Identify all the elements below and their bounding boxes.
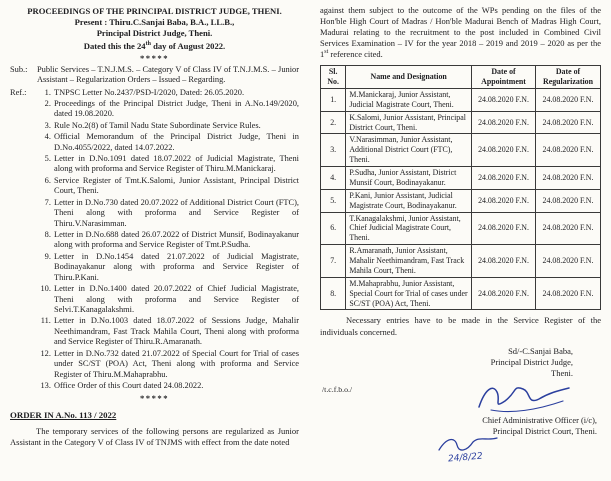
entries-paragraph: Necessary entries have to be made in the Service Register of the individuals concerned.: [320, 315, 601, 337]
reference-label: Ref.:: [10, 87, 27, 97]
cell-date-regularization: 24.08.2020 F.N.: [535, 134, 600, 167]
cell-name-designation: V.Narasimman, Junior Assistant, Additional District Court (FTC), Theni.: [346, 134, 472, 167]
cell-date-regularization: 24.08.2020 F.N.: [535, 212, 600, 245]
ref-item: 5. Letter in D.No.1091 dated 18.07.2022 of Judicial Magistrate, Theni along with proforma and Service Register of Thiru.M.Manickaraj.: [53, 154, 299, 175]
table-row: [321, 111, 601, 134]
cell-date-regularization: 24.08.2020 F.N.: [535, 277, 600, 310]
page-title: PROCEEDINGS OF THE PRINCIPAL DISTRICT JUDGE, THENI.: [27, 6, 282, 16]
continuation-post: reference cited.: [328, 49, 383, 60]
dated-ordinal-suffix: th: [145, 40, 151, 47]
table-row: [321, 245, 601, 278]
col-header-date-regularization: Date of Regularization: [535, 66, 600, 89]
cell-name-designation: M.Mahaprabhu, Junior Assistant, Special Court for Trial of cases under SC/ST (POA) Act, Theni.: [346, 277, 472, 310]
signature-area: [320, 381, 601, 471]
subject-block: [10, 65, 299, 86]
cell-name-designation: M.Manickaraj, Junior Assistant, Judicial Magistrate Court, Theni.: [346, 88, 472, 111]
dated-pre: Dated this the 24: [83, 40, 146, 51]
cell-date-appointment: 24.08.2020 F.N.: [472, 134, 536, 167]
cell-sl-no: 7.: [321, 245, 346, 278]
cell-date-appointment: 24.08.2020 F.N.: [472, 245, 536, 278]
subject-label: Sub.:: [10, 64, 28, 74]
signature-ink-cao: [471, 379, 575, 417]
sd-signature-block: [320, 346, 601, 380]
ref-item: 1. TNPSC Letter No.2437/PSD-I/2020, Dated: 26.05.2020.: [53, 88, 299, 98]
cao-title-line: Chief Administrative Officer (i/c),: [482, 416, 597, 426]
right-column: [308, 0, 611, 481]
continuation-ordinal-suffix: st: [324, 49, 329, 56]
cell-name-designation: P.Sudha, Junior Assistant, District Munsif Court, Bodinayakanur.: [346, 167, 472, 190]
cell-sl-no: 5.: [321, 189, 346, 212]
sd-title-line: Principal District Judge,: [490, 356, 573, 367]
ref-item: 7. Letter in D.No.730 dated 20.07.2022 of Additional District Court (FTC), Theni along with proforma and Service Register of Thiru.V.Narasimman.: [53, 198, 299, 229]
reference-list: [37, 88, 299, 392]
cell-date-appointment: 24.08.2020 F.N.: [472, 111, 536, 134]
cell-name-designation: R.Amaranath, Junior Assistant, Mahalir Neethimandram, Fast Track Mahila Court, Theni.: [346, 245, 472, 278]
cell-date-regularization: 24.08.2020 F.N.: [535, 245, 600, 278]
table-row: [321, 212, 601, 245]
cell-sl-no: 3.: [321, 134, 346, 167]
table-row: [321, 167, 601, 190]
cao-office-line: Principal District Court, Theni.: [492, 427, 597, 437]
cell-date-regularization: 24.08.2020 F.N.: [535, 189, 600, 212]
table-header-row: [321, 66, 601, 89]
cell-date-appointment: 24.08.2020 F.N.: [472, 167, 536, 190]
cell-name-designation: T.Kanagalakshmi, Junior Assistant, Chief Judicial Magistrate Court, Theni.: [346, 212, 472, 245]
continuation-pre: against them subject to the outcome of the WPs pending on the files of the Hon'ble High Court of Madras / Hon'ble Madurai Bench of Madras High Court, Madurai relating to the recruitment to the post included in Combined Civil Services Examination – IV for the year 2018 – 2019 and 2019 – 2020 as per the 1: [320, 5, 601, 60]
order-paragraph: The temporary services of the following persons are regularized as Junior Assistant in the Category V of Class IV of TNJMS with effect from the date noted: [10, 426, 299, 448]
col-header-name-designation: Name and Designation: [346, 66, 472, 89]
col-header-date-appointment: Date of Appointment: [472, 66, 536, 89]
dated-post: day of August 2022.: [150, 40, 226, 51]
table-row: [321, 189, 601, 212]
cell-date-regularization: 24.08.2020 F.N.: [535, 88, 600, 111]
cell-sl-no: 2.: [321, 111, 346, 134]
ref-item: 2. Proceedings of the Principal District Judge, Theni in A.No.149/2020, dated 19.08.2020.: [53, 99, 299, 120]
present-title-line: Principal District Judge, Theni.: [96, 28, 213, 39]
regularization-table: [320, 65, 601, 310]
cell-sl-no: 8.: [321, 277, 346, 310]
cell-date-appointment: 24.08.2020 F.N.: [472, 277, 536, 310]
sd-place-line: Theni.: [551, 368, 573, 379]
sd-name-line: Sd/-C.Sanjai Baba,: [508, 345, 573, 356]
ref-item: 3. Rule No.2(8) of Tamil Nadu State Subordinate Service Rules.: [53, 121, 299, 131]
cell-name-designation: P.Kani, Junior Assistant, Judicial Magistrate Court, Bodinayakanur.: [346, 189, 472, 212]
present-line: Present : Thiru.C.Sanjai Baba, B.A., LL.B.,: [74, 17, 235, 28]
ref-item: 12. Letter in D.No.732 dated 21.07.2022 of Special Court for Trial of cases under SC/ST (POA) Act, Theni along with proforma and Service Register of Thiru.M.Mahaprabhu.: [53, 349, 299, 380]
order-heading: ORDER IN A.No. 113 / 2022: [10, 410, 117, 421]
cell-date-appointment: 24.08.2020 F.N.: [472, 212, 536, 245]
table-row: [321, 134, 601, 167]
cell-sl-no: 6.: [321, 212, 346, 245]
separator-stars: *****: [140, 52, 169, 63]
ref-item: 11. Letter in D.No.1003 dated 18.07.2022 of Sessions Judge, Mahalir Neethimandram, Fast Track Mahila Court, Theni along with proforma and Service Register of Thiru.R.Amaranath.: [53, 316, 299, 347]
tcfbo-note: /t.c.f.b.o./: [322, 385, 353, 395]
table-row: [321, 88, 601, 111]
dated-line: [10, 41, 299, 52]
cell-sl-no: 1.: [321, 88, 346, 111]
subject-text: Public Services – T.N.J.M.S. – Category V of Class IV of T.N.J.M.S. – Junior Assistant – Regularization Orders – Issued – Regarding.: [37, 64, 299, 85]
continuation-paragraph: [320, 5, 601, 60]
cell-date-appointment: 24.08.2020 F.N.: [472, 189, 536, 212]
cell-date-appointment: 24.08.2020 F.N.: [472, 88, 536, 111]
cell-name-designation: K.Salomi, Junior Assistant, Principal District Court, Theni.: [346, 111, 472, 134]
handwritten-date: 24/8/22: [447, 451, 484, 465]
document-header: [10, 6, 299, 52]
ref-item: 6. Service Register of Tmt.K.Salomi, Junior Assistant, Principal District Court, Theni.: [53, 176, 299, 197]
separator-stars: *****: [140, 393, 169, 404]
reference-list-wrap: [37, 88, 299, 393]
ref-item: 4. Official Memorandum of the Principal District Judge, Theni in D.No.4055/2022, dated 14.07.2022.: [53, 132, 299, 153]
cell-date-regularization: 24.08.2020 F.N.: [535, 111, 600, 134]
ref-item: 8. Letter in D.No.688 dated 26.07.2022 of District Munsif, Bodinayakanur along with proforma and Service Register of Tmt.P.Sudha.: [53, 230, 299, 251]
cell-date-regularization: 24.08.2020 F.N.: [535, 167, 600, 190]
col-header-sl-no: Sl. No.: [321, 66, 346, 89]
ref-item: 10. Letter in D.No.1400 dated 20.07.2022 of Chief Judicial Magistrate, Theni along with proforma and Service Register of Selvi.T.Kanagalakshmi.: [53, 284, 299, 315]
reference-block: [10, 88, 299, 393]
cell-sl-no: 4.: [321, 167, 346, 190]
ref-item: 9. Letter in D.No.1454 dated 21.07.2022 of Judicial Magistrate, Bodinayakanur along with proforma and Service Register of Thiru.P.Kani.: [53, 252, 299, 283]
ref-item: 13. Office Order of this Court dated 24.08.2022.: [53, 381, 299, 391]
table-row: [321, 277, 601, 310]
